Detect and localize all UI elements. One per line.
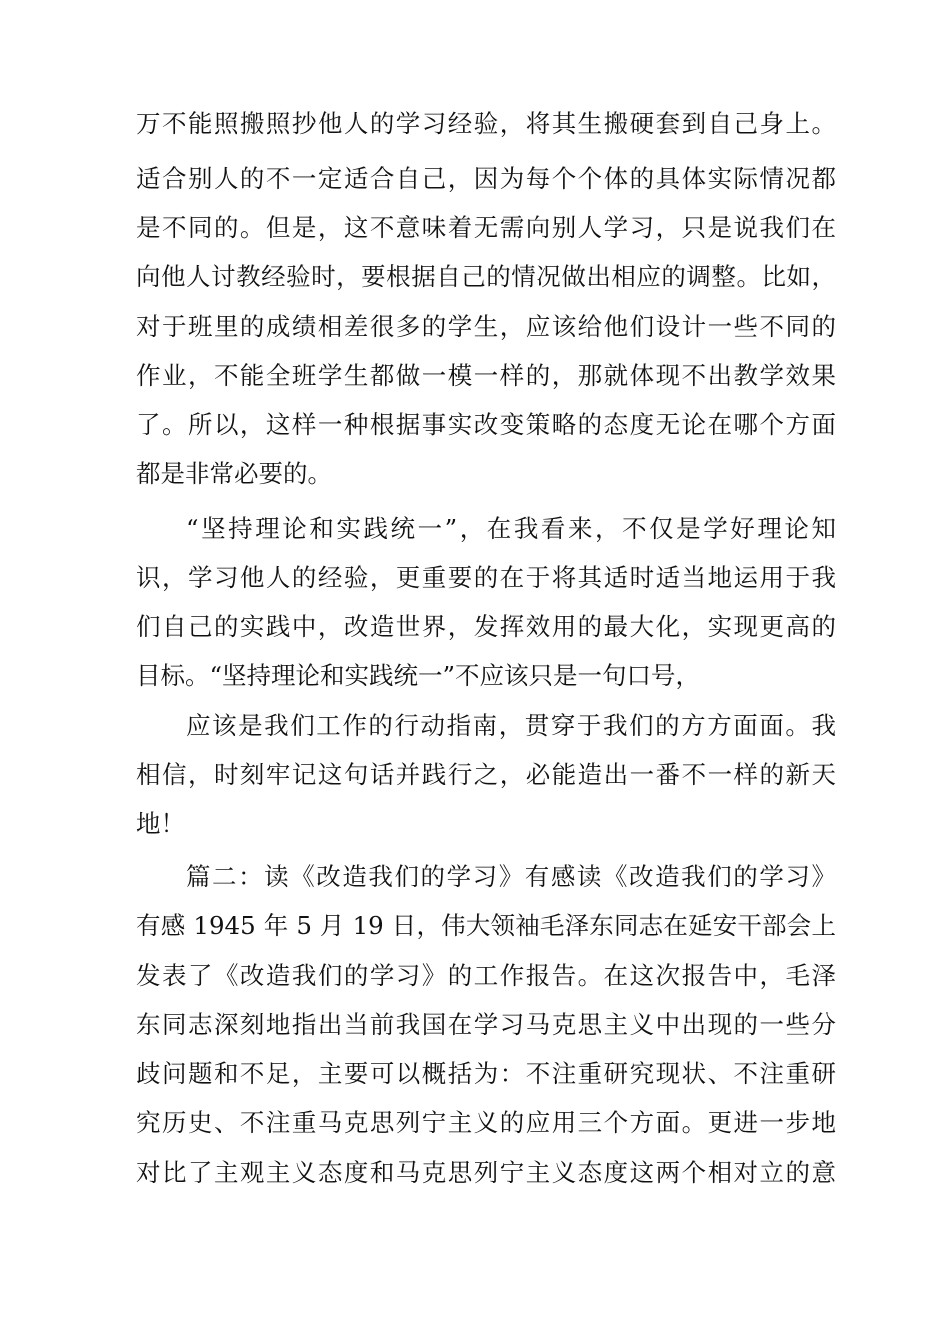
text-line-6: 作业，不能全班学生都做一模一样的，那就体现不出教学效果	[136, 361, 836, 390]
paragraph-start-guide: 应该是我们工作的行动指南，贯穿于我们的方方面面。我	[186, 711, 836, 740]
text-line-5: 对于班里的成绩相差很多的学生，应该给他们设计一些不同的	[136, 312, 836, 341]
text-line-17: 有感 1945 年 5 月 19 日，伟大领袖毛泽东同志在延安干部会上	[136, 911, 836, 940]
paragraph-start-theory-practice: “坚持理论和实践统一”，在我看来，不仅是学好理论知	[186, 514, 836, 543]
text-line-4: 向他人讨教经验时，要根据自己的情况做出相应的调整。比如，	[136, 262, 836, 291]
text-line-22: 对比了主观主义态度和马克思列宁主义态度这两个相对立的意	[136, 1158, 836, 1187]
text-line-8: 都是非常必要的。	[136, 459, 332, 488]
text-line-21: 究历史、不注重马克思列宁主义的应用三个方面。更进一步地	[136, 1108, 836, 1137]
text-line-18: 发表了《改造我们的学习》的工作报告。在这次报告中，毛泽	[136, 961, 836, 990]
text-line-7: 了。所以，这样一种根据事实改变策略的态度无论在哪个方面	[136, 410, 836, 439]
paragraph-start-part-two: 篇二：读《改造我们的学习》有感读《改造我们的学习》	[186, 862, 836, 891]
text-line-19: 东同志深刻地指出当前我国在学习马克思主义中出现的一些分	[136, 1010, 836, 1039]
text-line-14: 相信，时刻牢记这句话并践行之，必能造出一番不一样的新天	[136, 760, 836, 789]
text-line-1: 万不能照搬照抄他人的学习经验，将其生搬硬套到自己身上。	[136, 109, 836, 138]
text-line-12: 目标。“坚持理论和实践统一”不应该只是一句口号，	[136, 661, 701, 690]
text-line-20: 歧问题和不足，主要可以概括为：不注重研究现状、不注重研	[136, 1059, 836, 1088]
text-line-15: 地！	[136, 809, 185, 838]
text-line-10: 识，学习他人的经验，更重要的在于将其适时适当地运用于我	[136, 563, 836, 592]
text-line-2: 适合别人的不一定适合自己，因为每个个体的具体实际情况都	[136, 164, 836, 193]
text-line-11: 们自己的实践中，改造世界，发挥效用的最大化，实现更高的	[136, 612, 836, 641]
text-line-3: 是不同的。但是，这不意味着无需向别人学习，只是说我们在	[136, 213, 836, 242]
